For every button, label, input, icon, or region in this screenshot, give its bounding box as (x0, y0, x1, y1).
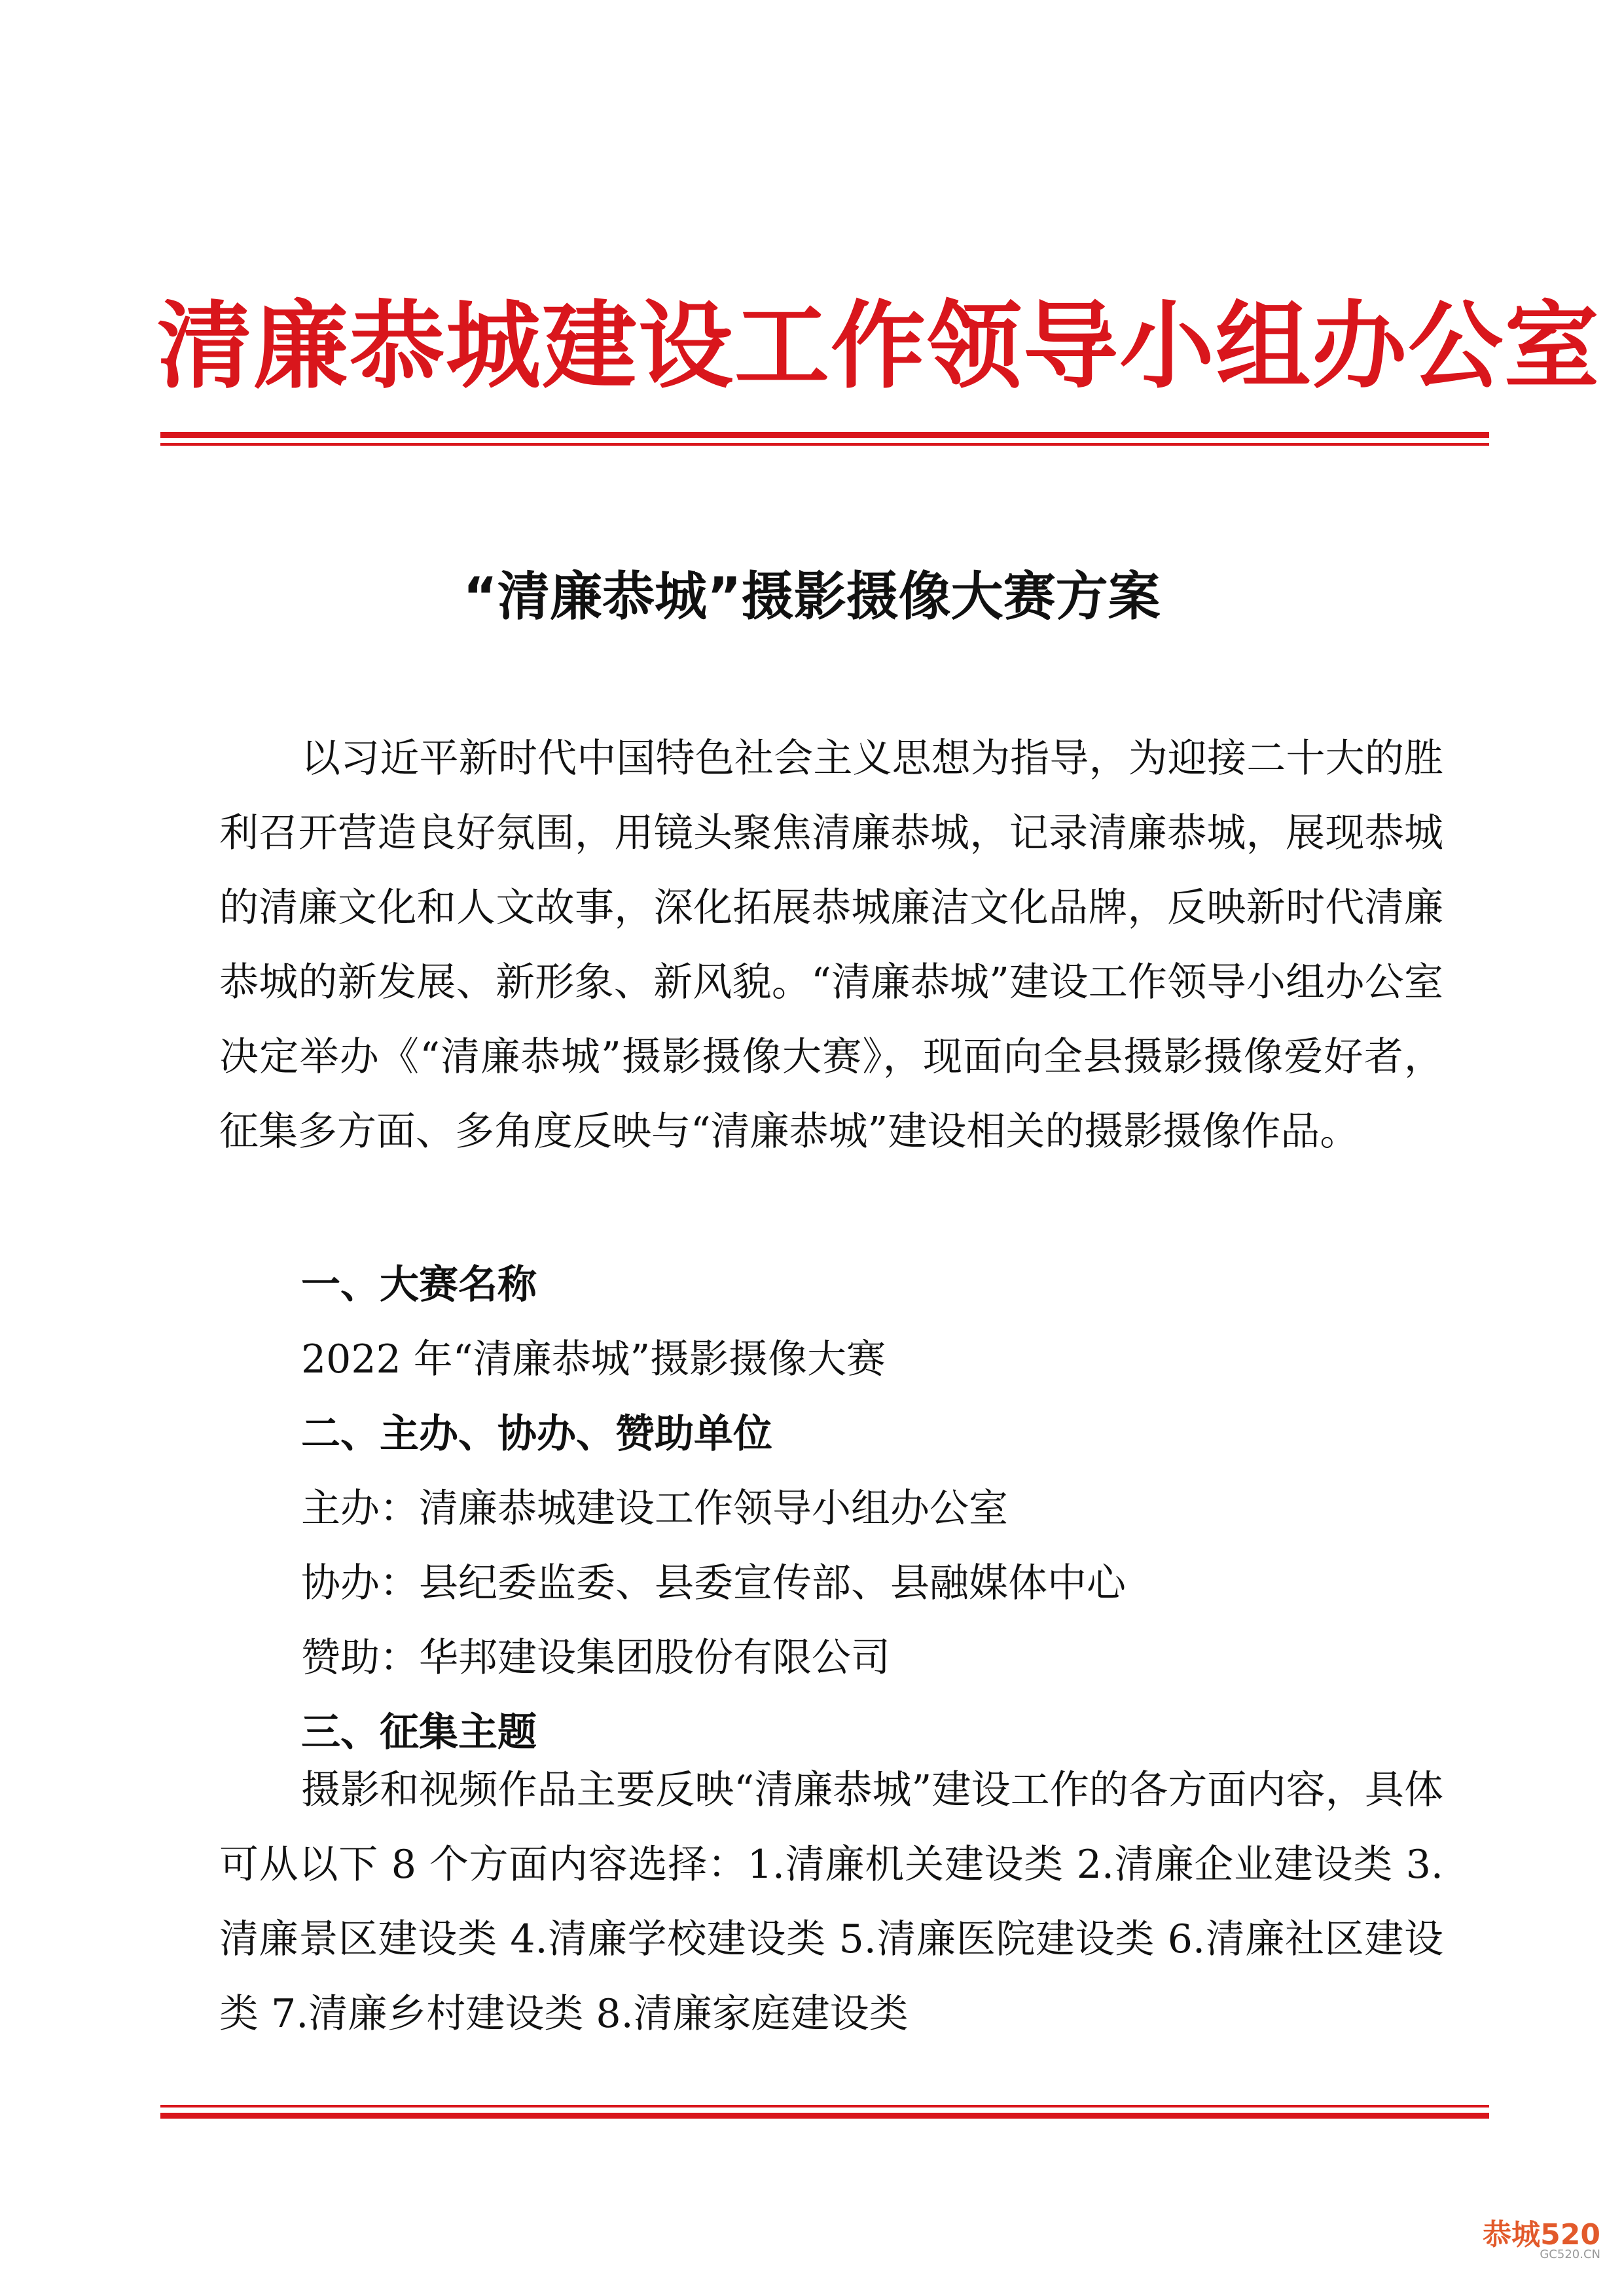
intro-paragraph: 以习近平新时代中国特色社会主义思想为指导，为迎接二十大的胜利召开营造良好氛围，用镜头聚焦清廉恭城，记录清廉恭城，展现恭城的清廉文化和人文故事，深化拓展恭城廉洁文化品牌，反映新时代清廉恭城的新发展、新形象、新风貌。“清廉恭城”建设工作领导小组办公室决定举办《“清廉恭城”摄影摄像大赛》，现面向全县摄影摄像爱好者，征集多方面、多角度反映与“清廉恭城”建设相关的摄影摄像作品。 (219, 736, 1443, 1155)
document-title: “清廉恭城”摄影摄像大赛方案 (463, 566, 1161, 627)
section-3-content: 摄影和视频作品主要反映“清廉恭城”建设工作的各方面内容，具体可从以下 8 个方面内容选择：1.清廉机关建设类 2.清廉企业建设类 3.清廉景区建设类 4.清廉学校建设类 5.清廉医院建设类 6.清廉社区建设类 7.清廉乡村建设类 8.清廉家庭建设类 (219, 1767, 1443, 2037)
header-divider (160, 432, 1489, 446)
header-divider-thick (160, 432, 1489, 438)
footer-divider (160, 2105, 1489, 2119)
section-2-sponsor: 赞助：华邦建设集团股份有限公司 (301, 1635, 890, 1681)
section-3-heading: 三、征集主题 (301, 1710, 537, 1755)
section-2-heading: 二、主办、协办、赞助单位 (301, 1411, 772, 1457)
section-2-host: 主办：清廉恭城建设工作领导小组办公室 (301, 1486, 1008, 1532)
footer-divider-thick (160, 2113, 1489, 2119)
watermark-subtext: GC520.CN (1540, 2248, 1600, 2261)
section-1-content: 2022 年“清廉恭城”摄影摄像大赛 (301, 1336, 886, 1382)
section-1-heading: 一、大赛名称 (301, 1262, 537, 1308)
site-watermark (1463, 2211, 1600, 2270)
org-header-title: 清廉恭城建设工作领导小组办公室 (157, 291, 1600, 402)
watermark-logo: 恭城520 (1483, 2218, 1600, 2251)
header-divider-thin (160, 443, 1489, 446)
section-2-co-host: 协办：县纪委监委、县委宣传部、县融媒体中心 (301, 1560, 1126, 1606)
